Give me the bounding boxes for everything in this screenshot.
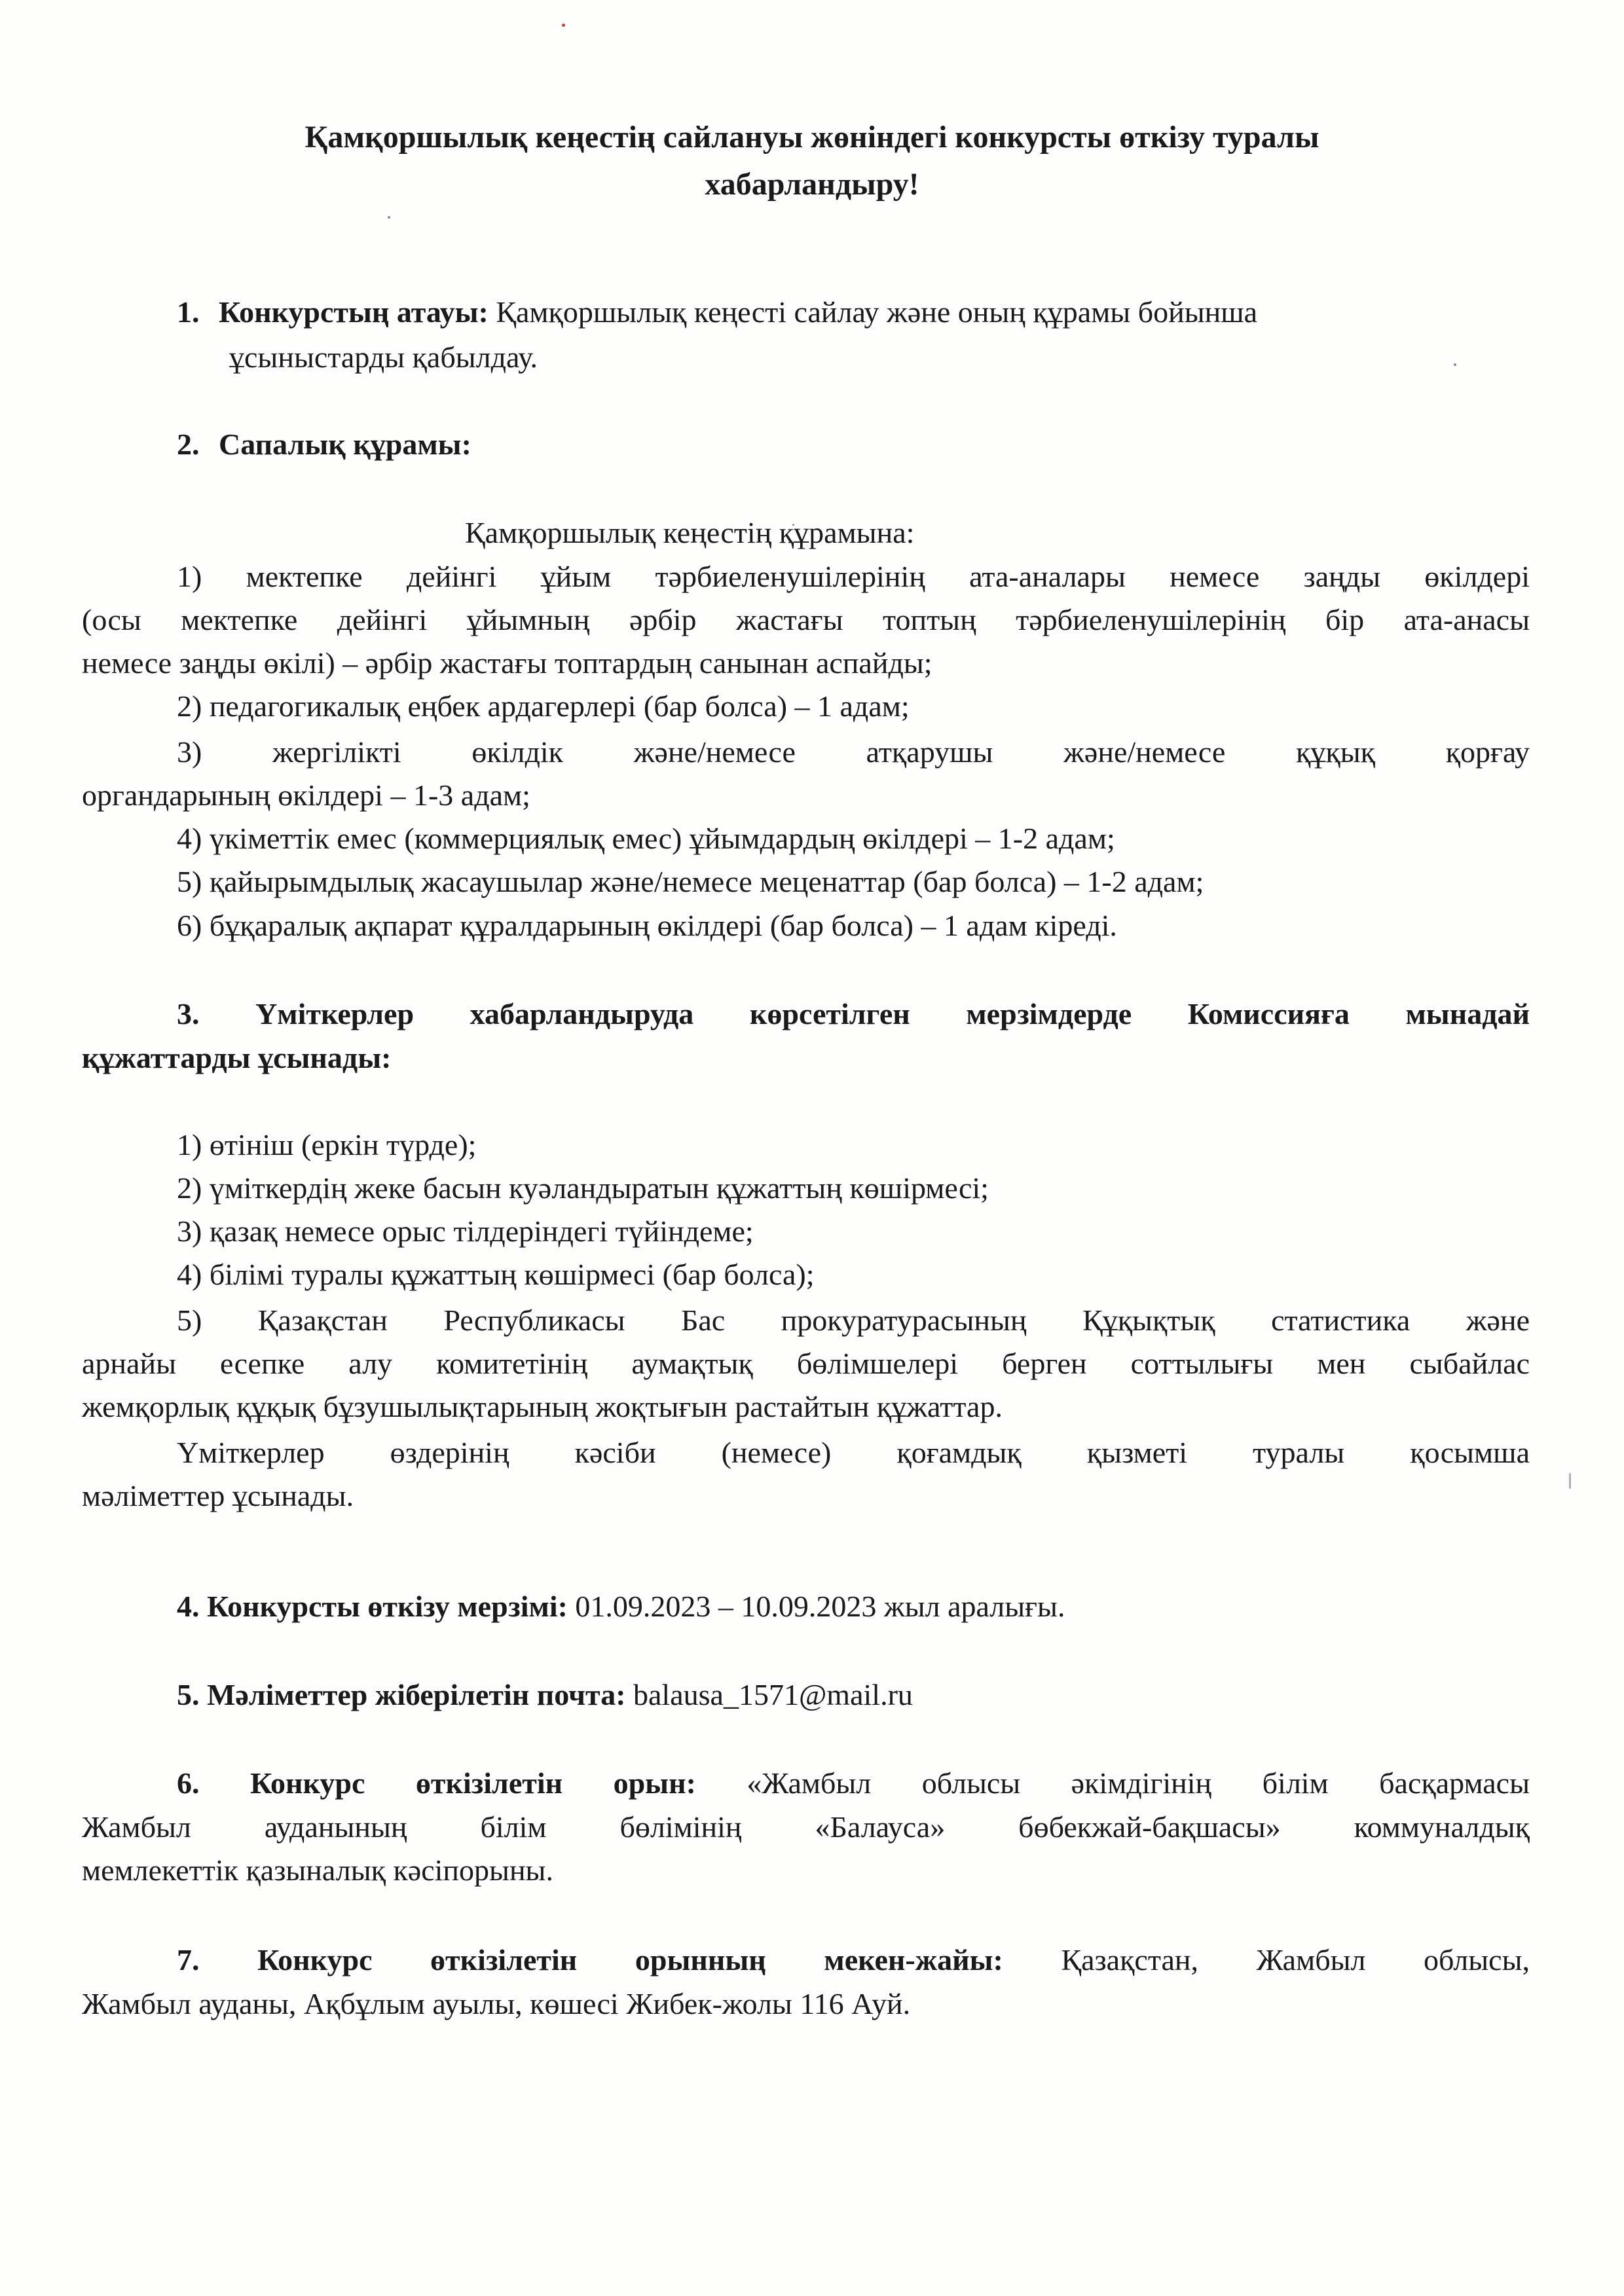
list-item: органдарының өкілдері – 1-3 адам; bbox=[82, 778, 530, 812]
section6-line2: Жамбыл ауданының білім бөлімінің «Балауса» бөбекжай-бақшасы» коммуналдық bbox=[82, 1810, 1530, 1844]
list-item: 1) мектепке дейінгі ұйым тәрбиеленушілерінің ата-аналары немесе заңды өкілдері bbox=[177, 560, 1530, 593]
scan-speck bbox=[1454, 363, 1456, 366]
section1-line2: ұсыныстарды қабылдау. bbox=[229, 340, 538, 374]
document-title-line2: хабарландыру! bbox=[705, 167, 919, 202]
section1-number: 1. bbox=[177, 295, 200, 329]
section7-label: 7. Конкурс өткізілетін орынның мекен-жайы: bbox=[177, 1943, 1003, 1977]
section3-heading-line1: 3. Үміткерлер хабарландыруда көрсетілген мерзімдерде Комиссияға мынадай bbox=[177, 997, 1530, 1030]
section2-label: Сапалық құрамы: bbox=[219, 428, 471, 461]
document-title-line1: Қамқоршылық кеңестің сайлануы жөніндегі конкурсты өткізу туралы bbox=[304, 120, 1320, 155]
list-item: 2) педагогикалық еңбек ардагерлері (бар болса) – 1 адам; bbox=[177, 689, 910, 723]
list-item: 4) үкіметтік емес (коммерциялық емес) ұйымдардың өкілдері – 1-2 адам; bbox=[177, 822, 1115, 855]
list-item: арнайы есепке алу комитетінің аумақтық бөлімшелері берген соттылығы мен сыбайлас bbox=[82, 1347, 1530, 1380]
list-item: 3) жергілікті өкілдік және/немесе атқарушы және/немесе құқық қорғау bbox=[177, 735, 1530, 769]
section7-line1 bbox=[177, 1941, 1530, 1979]
list-item: жемқорлық құқық бұзушылықтарының жоқтығын растайтын құжаттар. bbox=[82, 1390, 1003, 1423]
list-item: 4) білімі туралы құжаттың көшірмесі (бар болса); bbox=[177, 1258, 815, 1291]
scan-speck bbox=[1569, 1473, 1571, 1489]
section6-line3: мемлекеттік қазыналық кәсіпорыны. bbox=[82, 1853, 553, 1887]
section6-label: 6. Конкурс өткізілетін орын: bbox=[177, 1766, 696, 1800]
section7-line2: Жамбыл ауданы, Ақбұлым ауылы, көшесі Жибек-жолы 116 Ауй. bbox=[82, 1987, 911, 2020]
section1-text: Қамқоршылық кеңесті сайлау және оның құрамы бойынша bbox=[488, 295, 1258, 329]
section1-label: Конкурстың атауы: bbox=[219, 295, 489, 329]
list-item: 5) қайырымдылық жасаушылар және/немесе меценаттар (бар болса) – 1-2 адам; bbox=[177, 865, 1204, 898]
section5-label: 5. Мәліметтер жіберілетін почта: bbox=[177, 1678, 626, 1711]
section7-text: Қазақстан, Жамбыл облысы, bbox=[1003, 1943, 1530, 1977]
list-item: мәліметтер ұсынады. bbox=[82, 1479, 354, 1512]
section4-text: 01.09.2023 – 10.09.2023 жыл аралығы. bbox=[567, 1590, 1065, 1623]
list-item: 3) қазақ немесе орыс тілдеріндегі түйіндеме; bbox=[177, 1214, 754, 1248]
section1-line1 bbox=[177, 293, 1257, 331]
section2-subheading: Қамқоршылық кеңестің құрамына: bbox=[465, 516, 915, 549]
list-item: немесе заңды өкілі) – әрбір жастағы топтардың санынан аспайды; bbox=[82, 646, 932, 680]
section4-line bbox=[177, 1588, 1065, 1626]
section6-line1 bbox=[177, 1764, 1530, 1802]
list-item: (осы мектепке дейінгі ұйымның әрбір жастағы топтың тәрбиеленушілерінің бір ата-анасы bbox=[82, 603, 1530, 636]
list-item: 6) бұқаралық ақпарат құралдарының өкілдері (бар болса) – 1 адам кіреді. bbox=[177, 909, 1117, 942]
section2-number: 2. bbox=[177, 428, 200, 461]
list-item: 2) үміткердің жеке басын куәландыратын құжаттың көшірмесі; bbox=[177, 1171, 989, 1205]
scan-speck bbox=[388, 216, 390, 219]
section6-text: «Жамбыл облысы әкімдігінің білім басқармасы bbox=[695, 1766, 1530, 1800]
email-address: balausa_1571@mail.ru bbox=[625, 1678, 913, 1711]
section5-line bbox=[177, 1676, 913, 1714]
list-item: 5) Қазақстан Республикасы Бас прокуратурасының Құқықтық статистика және bbox=[177, 1303, 1530, 1337]
list-item: Үміткерлер өздерінің кәсіби (немесе) қоғамдық қызметі туралы қосымша bbox=[177, 1436, 1530, 1469]
list-item: 1) өтініш (еркін түрде); bbox=[177, 1128, 477, 1161]
section2-heading bbox=[177, 426, 471, 464]
scan-speck bbox=[562, 24, 565, 27]
section3-heading-line2: құжаттарды ұсынады: bbox=[82, 1041, 392, 1074]
section4-label: 4. Конкурсты өткізу мерзімі: bbox=[177, 1590, 568, 1623]
